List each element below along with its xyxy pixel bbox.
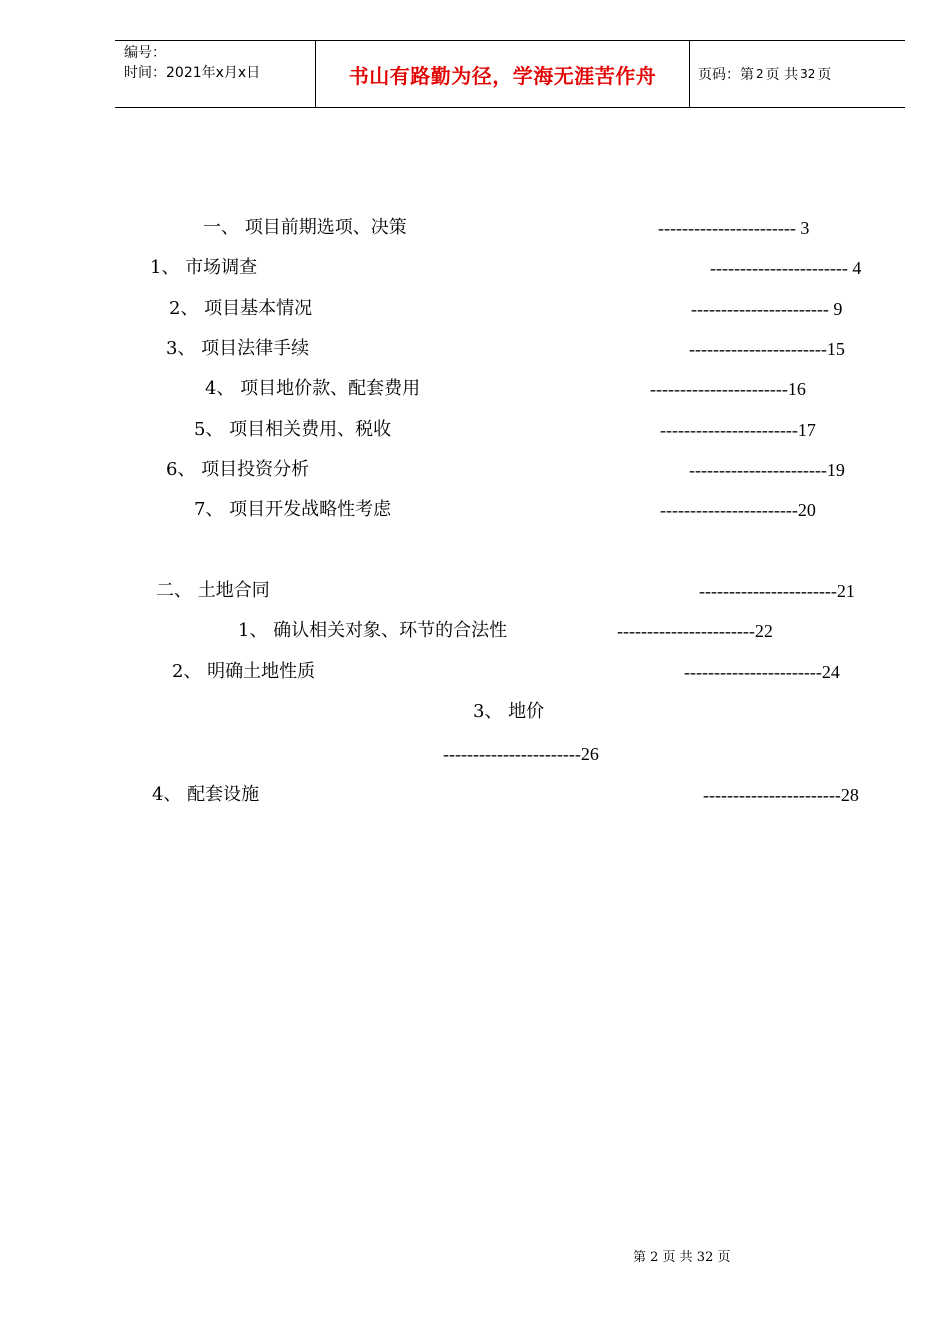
- toc-entry-6-title: 5、 项目相关费用、税收: [194, 419, 392, 440]
- toc-entry-9-page: -----------------------21: [699, 581, 855, 601]
- toc-entry-13-title: 4、 配套设施: [152, 784, 260, 805]
- page-header: [115, 40, 905, 108]
- toc-entry-3-title: 2、 项目基本情况: [169, 298, 313, 319]
- header-meta-cell: [115, 41, 316, 107]
- document-time-label: 时间：2021年x月x日: [124, 65, 261, 81]
- toc-entry-9-title: 二、 土地合同: [156, 580, 270, 601]
- toc-entry-12-page: -----------------------26: [443, 744, 599, 764]
- toc-entry-4-title: 3、 项目法律手续: [166, 338, 310, 359]
- toc-entry-8-page: -----------------------20: [660, 500, 816, 520]
- toc-entry-13-page: -----------------------28: [703, 785, 859, 805]
- toc-entry-2-page: ----------------------- 4: [710, 258, 862, 278]
- toc-entry-8-title: 7、 项目开发战略性考虑: [194, 499, 392, 520]
- toc-entry-2-title: 1、 市场调查: [150, 257, 258, 278]
- toc-entry-10-page: -----------------------22: [617, 621, 773, 641]
- toc-entry-7-title: 6、 项目投资分析: [166, 459, 310, 480]
- header-motto-cell: [316, 41, 690, 107]
- toc-entry-11-title: 2、 明确土地性质: [172, 661, 316, 682]
- page-current: 2: [756, 67, 764, 81]
- toc-entry-12-title: 3、 地价: [473, 701, 545, 722]
- toc-entry-7-page: -----------------------19: [689, 460, 845, 480]
- page-total: 32: [800, 67, 816, 81]
- toc-entry-5-title: 4、 项目地价款、配套费用: [205, 378, 421, 399]
- header-page-cell: [690, 41, 905, 107]
- toc-entry-4-page: -----------------------15: [689, 339, 845, 359]
- motto-text: 书山有路勤为径，学海无涯苦作舟: [348, 63, 657, 88]
- document-number-label: 编号：: [124, 45, 166, 61]
- page-suffix: 页: [817, 67, 832, 83]
- page-mid: 页 共: [765, 67, 799, 83]
- toc-entry-1-page: ----------------------- 3: [658, 218, 810, 238]
- toc-entry-3-page: ----------------------- 9: [691, 299, 843, 319]
- toc-entry-11-page: -----------------------24: [684, 662, 840, 682]
- toc-entry-10-title: 1、 确认相关对象、环节的合法性: [238, 620, 508, 641]
- toc-entry-6-page: -----------------------17: [660, 420, 816, 440]
- toc-entry-5-page: -----------------------16: [650, 379, 806, 399]
- page-footer: 第 2 页 共 32 页: [633, 1250, 731, 1265]
- page-prefix: 页码：第: [698, 67, 754, 83]
- toc-entry-1-title: 一、 项目前期选项、决策: [203, 217, 407, 238]
